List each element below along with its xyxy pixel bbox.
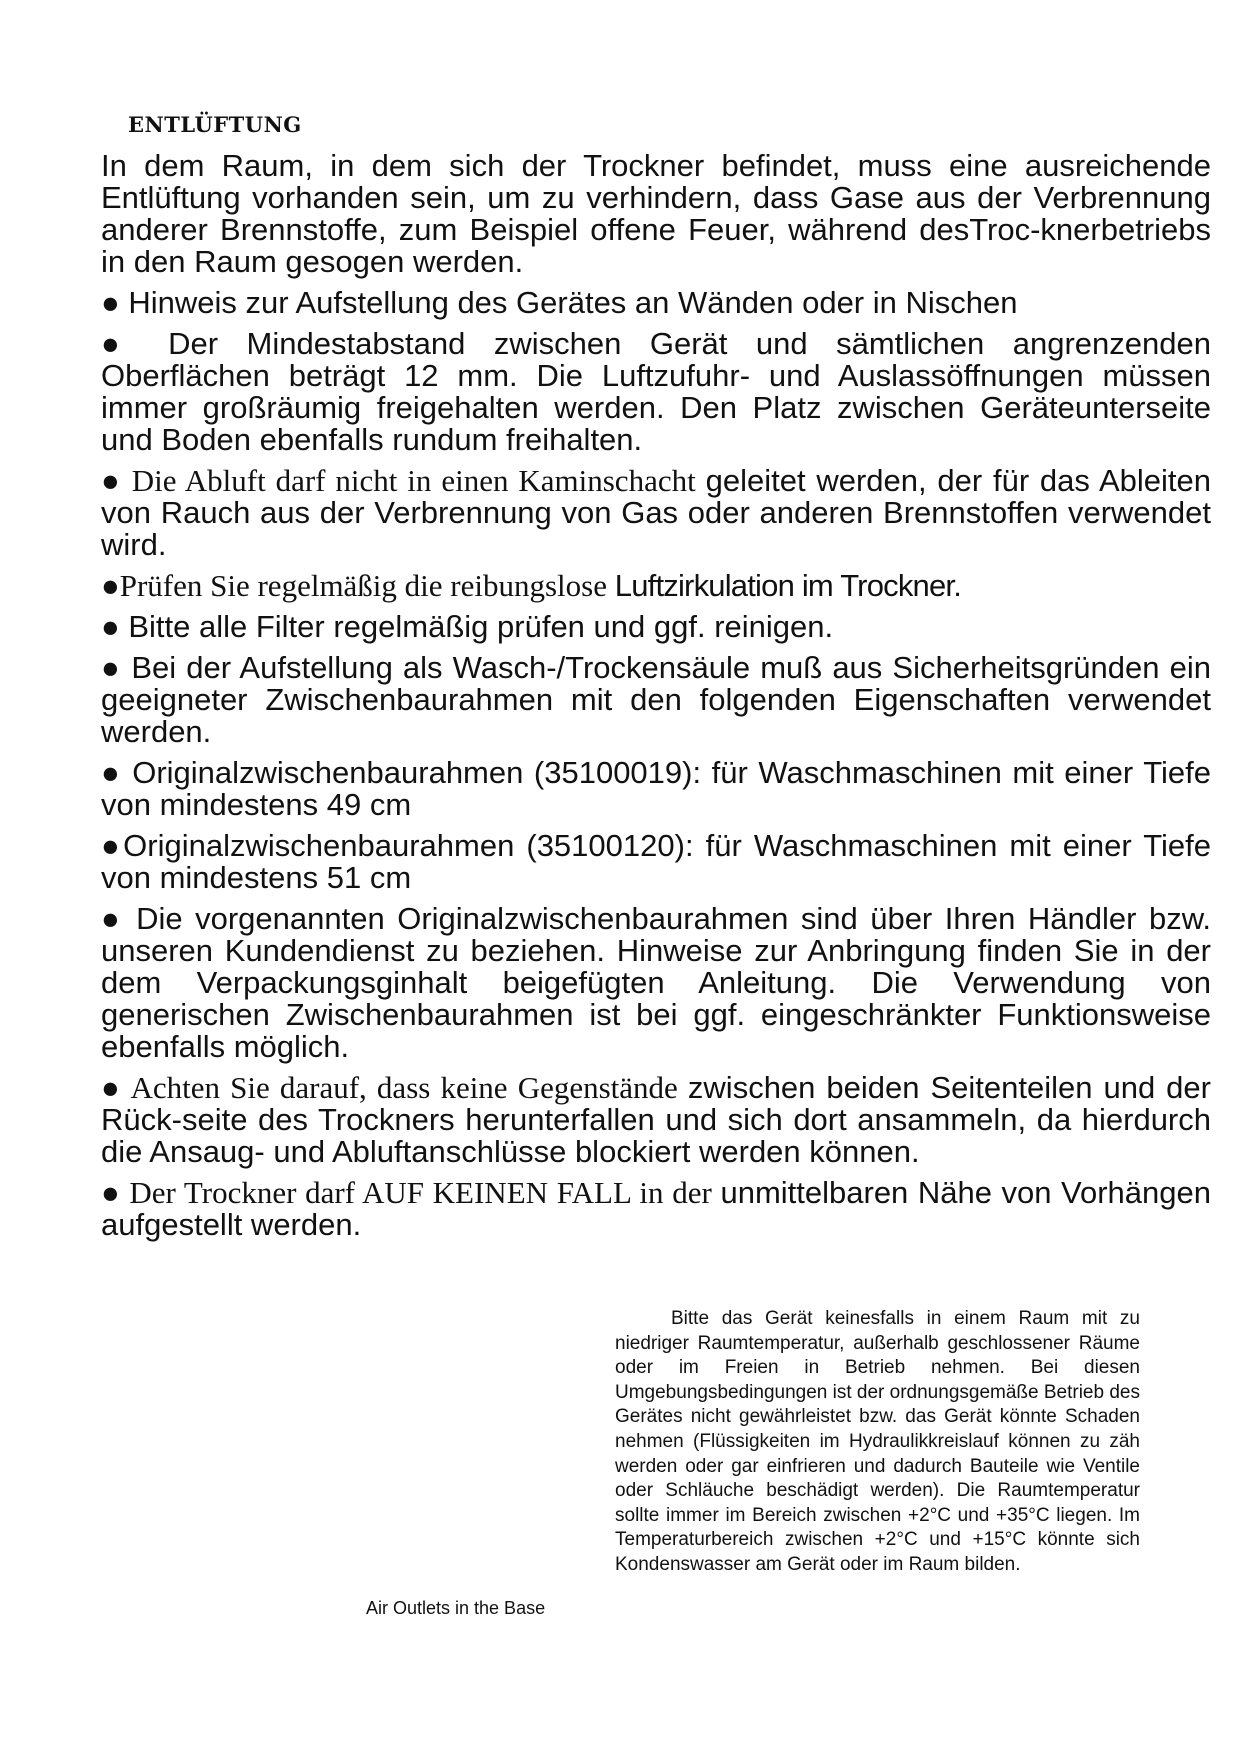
paragraph-curtains: ● Der Trockner darf AUF KEINEN FALL in der unmittelbaren Nähe von Vorhängen aufgestellt werden. xyxy=(101,1175,1211,1242)
room-temperature-note: Bitte das Gerät keinesfalls in einem Raum mit zu niedriger Raumtemperatur, außerhalb geschlossener Räume oder im Freien in Betrieb nehmen. Bei diesen Umgebungsbedingungen ist der ordnungsgemäße Betrieb des Gerätes nicht gewährleistet bzw. das Gerät könnte Schaden nehmen (Flüssigkeiten im Hydraulikkreislauf können zu zäh werden oder gar einfrieren und dadurch Bauteile wie Ventile oder Schläuche beschädigt werden). Die Raumtemperatur sollte immer im Bereich zwischen +2°C und +35°C liegen. Im Temperaturbereich zwischen +2°C und +15°C könnte sich Kondenswasser am Gerät oder im Raum bilden. xyxy=(615,1308,1140,1575)
paragraph-installation-note: ● Hinweis zur Aufstellung des Gerätes an Wänden oder in Nischen xyxy=(101,285,1018,320)
paragraph-exhaust: ● Die Abluft darf nicht in einen Kaminschacht geleitet werden, der für das Ableiten von Rauch aus der Verbrennung von Gas oder anderen Brennstoffen verwendet wird. xyxy=(101,463,1211,562)
paragraph-lead: ●Prüfen Sie regelmäßig die reibungslose xyxy=(101,568,615,603)
paragraph-air-circulation: ●Prüfen Sie regelmäßig die reibungslose Luftzirkulation im Trockner. xyxy=(101,568,962,603)
paragraph-lead: ● Achten Sie darauf, dass keine Gegenstände xyxy=(101,1070,688,1105)
figure-caption: Air Outlets in the Base xyxy=(366,1598,546,1618)
paragraph-stacking: ● Bei der Aufstellung als Wasch-/Trockensäule muß aus Sicherheitsgründen ein geeigneter Zwischenbaurahmen mit den folgenden Eigenschaften verwendet werden. xyxy=(101,650,1211,749)
main-text xyxy=(101,150,1211,1250)
section-heading: ENTLÜFTUNG xyxy=(128,112,302,137)
paragraph-frame-35100120: ●Originalzwischenbaurahmen (35100120): für Waschmaschinen mit einer Tiefe von mindestens 51 cm xyxy=(101,828,1211,895)
paragraph-lead: ● Die Abluft darf nicht in einen Kaminschacht xyxy=(101,463,706,498)
paragraph-ventilation: In dem Raum, in dem sich der Trockner befindet, muss eine ausreichende Entlüftung vorhanden sein, um zu verhindern, dass Gase aus der Verbrennung anderer Brennstoffe, zum Beispiel offene Feuer, während desTroc-knerbetriebs in den Raum gesogen werden. xyxy=(101,148,1211,279)
paragraph-frame-availability: ● Die vorgenannten Originalzwischenbaurahmen sind über Ihren Händler bzw. unseren Kundendienst zu beziehen. Hinweise zur Anbringung finden Sie in der dem Verpackungsginhalt beigefügten Anleitung. Die Verwendung von generischen Zwischenbaurahmen ist bei ggf. eingeschränkter Funktionsweise ebenfalls möglich. xyxy=(101,901,1211,1064)
paragraph-minimum-distance: ● Der Mindestabstand zwischen Gerät und sämtlichen angrenzenden Oberflächen beträgt 12 mm. Die Luftzufuhr- und Auslassöffnungen müssen immer großräumig freigehalten werden. Den Platz zwischen Geräteunterseite und Boden ebenfalls rundum freihalten. xyxy=(101,326,1211,457)
paragraph-frame-35100019: ● Originalzwischenbaurahmen (35100019): für Waschmaschinen mit einer Tiefe von mindestens 49 cm xyxy=(101,755,1211,822)
paragraph-filters: ● Bitte alle Filter regelmäßig prüfen und ggf. reinigen. xyxy=(101,609,834,644)
paragraph-lead: ● Der Trockner darf AUF KEINEN FALL in der xyxy=(101,1175,721,1210)
paragraph-objects: ● Achten Sie darauf, dass keine Gegenstände zwischen beiden Seitenteilen und der Rück-seite des Trockners herunterfallen und sich dort ansammeln, da hierdurch die Ansaug- und Abluftanschlüsse blockiert werden können. xyxy=(101,1070,1211,1169)
